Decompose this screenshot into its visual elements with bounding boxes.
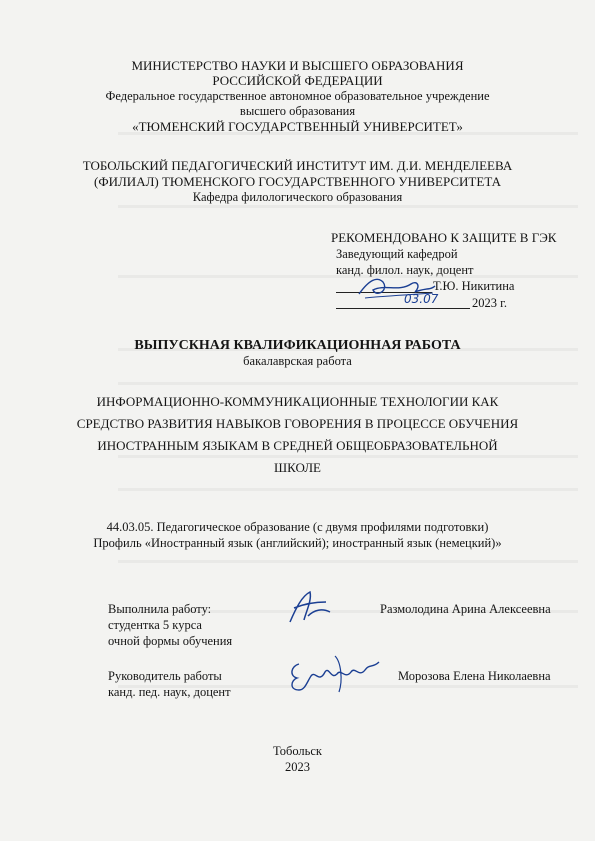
supervisor-label-2: канд. пед. наук, доцент bbox=[108, 685, 231, 699]
department-name: Кафедра филологического образования bbox=[192, 190, 403, 204]
bleed-through-line bbox=[118, 205, 578, 208]
bleed-through-line bbox=[118, 382, 578, 385]
city: Тобольск bbox=[273, 744, 322, 758]
work-title-line-4: ШКОЛЕ bbox=[274, 460, 321, 475]
institute-line-1: ТОБОЛЬСКИЙ ПЕДАГОГИЧЕСКИЙ ИНСТИТУТ ИМ. Д.И. МЕНДЕЛЕЕВА bbox=[82, 158, 513, 173]
institute-line-2: (ФИЛИАЛ) ТЮМЕНСКОГО ГОСУДАРСТВЕННОГО УНИВЕРСИТЕТА bbox=[94, 174, 501, 189]
author-name: Размолодина Арина Алексеевна bbox=[380, 602, 551, 616]
bleed-through-line bbox=[118, 455, 578, 458]
work-title-line-2: СРЕДСТВО РАЗВИТИЯ НАВЫКОВ ГОВОРЕНИЯ В ПРОЦЕССЕ ОБУЧЕНИЯ bbox=[76, 416, 519, 431]
approval-degree: канд. филол. наук, доцент bbox=[336, 263, 474, 277]
approval-year: 2023 г. bbox=[472, 296, 507, 310]
work-level: бакалаврская работа bbox=[243, 354, 352, 368]
work-type: ВЫПУСКНАЯ КВАЛИФИКАЦИОННАЯ РАБОТА bbox=[134, 338, 461, 353]
bleed-through-line bbox=[118, 488, 578, 491]
ministry-line-1: МИНИСТЕРСТВО НАУКИ И ВЫСШЕГО ОБРАЗОВАНИЯ bbox=[131, 58, 464, 73]
supervisor-name: Морозова Елена Николаевна bbox=[398, 669, 551, 683]
specialty-line-2: Профиль «Иностранный язык (английский); иностранный язык (немецкий)» bbox=[93, 536, 502, 550]
approval-title: РЕКОМЕНДОВАНО К ЗАЩИТЕ В ГЭК bbox=[331, 230, 557, 245]
ministry-line-2: РОССИЙСКОЙ ФЕДЕРАЦИИ bbox=[212, 73, 383, 88]
work-title-line-3: ИНОСТРАННЫМ ЯЗЫКАМ В СРЕДНЕЙ ОБЩЕОБРАЗОВАТЕЛЬНОЙ bbox=[97, 438, 498, 453]
author-label-1: Выполнила работу: bbox=[108, 602, 212, 616]
supervisor-signature-icon bbox=[285, 650, 385, 696]
approval-role: Заведующий кафедрой bbox=[336, 247, 458, 261]
approval-date-handwritten: 03.07 bbox=[404, 292, 439, 306]
specialty-line-1: 44.03.05. Педагогическое образование (с двумя профилями подготовки) bbox=[106, 520, 489, 534]
institution-type-line-1: Федеральное государственное автономное образовательное учреждение bbox=[105, 89, 490, 103]
bleed-through-line bbox=[118, 560, 578, 563]
date-line bbox=[336, 308, 470, 309]
year: 2023 bbox=[285, 760, 310, 774]
approval-name: Т.Ю. Никитина bbox=[433, 279, 515, 293]
institution-type-line-2: высшего образования bbox=[239, 104, 356, 118]
author-signature-icon bbox=[282, 586, 338, 630]
author-label-2: студентка 5 курса bbox=[108, 618, 202, 632]
supervisor-label-1: Руководитель работы bbox=[108, 669, 222, 683]
work-title-line-1: ИНФОРМАЦИОННО-КОММУНИКАЦИОННЫЕ ТЕХНОЛОГИИ КАК bbox=[96, 394, 499, 409]
author-label-3: очной формы обучения bbox=[108, 634, 233, 648]
university-name: «ТЮМЕНСКИЙ ГОСУДАРСТВЕННЫЙ УНИВЕРСИТЕТ» bbox=[132, 119, 463, 134]
